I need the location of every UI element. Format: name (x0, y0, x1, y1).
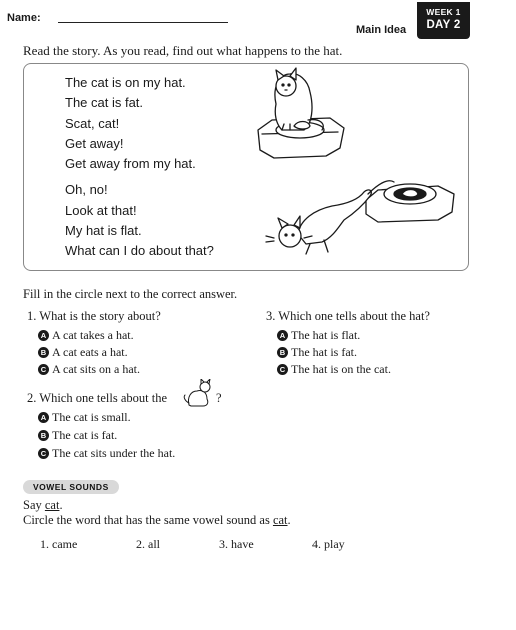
story-line: The cat is fat. (65, 95, 144, 110)
vowel-word-option[interactable]: 4. play (312, 537, 345, 551)
week-day-tab (417, 2, 470, 39)
answer-option[interactable] (38, 446, 175, 461)
circle-prefix: Circle the word that has the same vowel sound as (23, 513, 273, 527)
answer-option[interactable] (277, 345, 357, 360)
answer-text: The cat is small. (52, 410, 131, 424)
answer-bubble-c[interactable]: C (38, 364, 49, 375)
answer-option[interactable] (38, 428, 117, 443)
say-suffix: . (59, 498, 63, 512)
answer-option[interactable] (38, 345, 128, 360)
question-2 (27, 391, 167, 406)
question-text: Which one tells about the (39, 391, 168, 405)
day-label: DAY 2 (426, 19, 461, 31)
story-line: Get away from my hat. (65, 156, 196, 171)
say-word: cat (44, 498, 60, 512)
cat-picture-icon (183, 379, 217, 409)
answer-option[interactable] (38, 362, 140, 377)
say-prefix: Say (23, 498, 45, 512)
vowel-word-option[interactable]: 2. all (136, 537, 160, 551)
answer-bubble-c[interactable]: C (277, 364, 288, 375)
story-line: The cat is on my hat. (65, 75, 186, 90)
vowel-word-option[interactable]: 1. came (40, 537, 78, 551)
question-number: 3. (266, 309, 276, 323)
answer-bubble-b[interactable]: B (277, 347, 288, 358)
answer-text: A cat eats a hat. (52, 345, 128, 359)
question-1 (27, 309, 161, 324)
story-line: Look at that! (65, 203, 137, 218)
question-end-mark: ? (216, 391, 222, 405)
week-label: WEEK 1 (426, 7, 461, 17)
answer-bubble-b[interactable]: B (38, 430, 49, 441)
answer-bubble-a[interactable]: A (38, 412, 49, 423)
story-line: Oh, no! (65, 182, 108, 197)
story-line: Scat, cat! (65, 116, 120, 131)
answer-option[interactable] (277, 328, 360, 343)
circle-suffix: . (287, 513, 291, 527)
story-line: My hat is flat. (65, 223, 142, 238)
answer-option[interactable] (38, 410, 131, 425)
name-line[interactable] (58, 22, 228, 23)
answer-text: A cat takes a hat. (52, 328, 134, 342)
name-label: Name: (7, 12, 41, 24)
question-text: What is the story about? (39, 309, 161, 323)
answer-bubble-a[interactable]: A (38, 330, 49, 341)
circle-word: cat (272, 513, 288, 527)
circle-instruction (23, 513, 291, 528)
answer-text: The hat is on the cat. (291, 362, 391, 376)
answer-text: A cat sits on a hat. (52, 362, 140, 376)
vowel-sounds-badge: VOWEL SOUNDS (23, 480, 119, 494)
story-line: Get away! (65, 136, 124, 151)
vowel-word-option[interactable]: 3. have (219, 537, 254, 551)
answer-text: The hat is flat. (291, 328, 361, 342)
answer-text: The cat sits under the hat. (52, 446, 176, 460)
answer-instruction: Fill in the circle next to the correct answer. (23, 287, 238, 301)
answer-option[interactable] (277, 362, 391, 377)
reading-instruction: Read the story. As you read, find out what happens to the hat. (23, 43, 343, 58)
question-3 (266, 309, 430, 324)
flat-hat-illustration (366, 184, 454, 222)
question-text: Which one tells about the hat? (278, 309, 430, 323)
answer-bubble-b[interactable]: B (38, 347, 49, 358)
story-line: What can I do about that? (65, 243, 214, 258)
question-number: 1. (27, 309, 37, 323)
answer-text: The cat is fat. (52, 428, 118, 442)
question-number: 2. (27, 391, 37, 405)
answer-bubble-a[interactable]: A (277, 330, 288, 341)
answer-option[interactable] (38, 328, 134, 343)
answer-text: The hat is fat. (291, 345, 357, 359)
main-idea-label: Main Idea (356, 24, 407, 36)
answer-bubble-c[interactable]: C (38, 448, 49, 459)
story-illustration (228, 64, 468, 268)
say-instruction (23, 498, 63, 513)
